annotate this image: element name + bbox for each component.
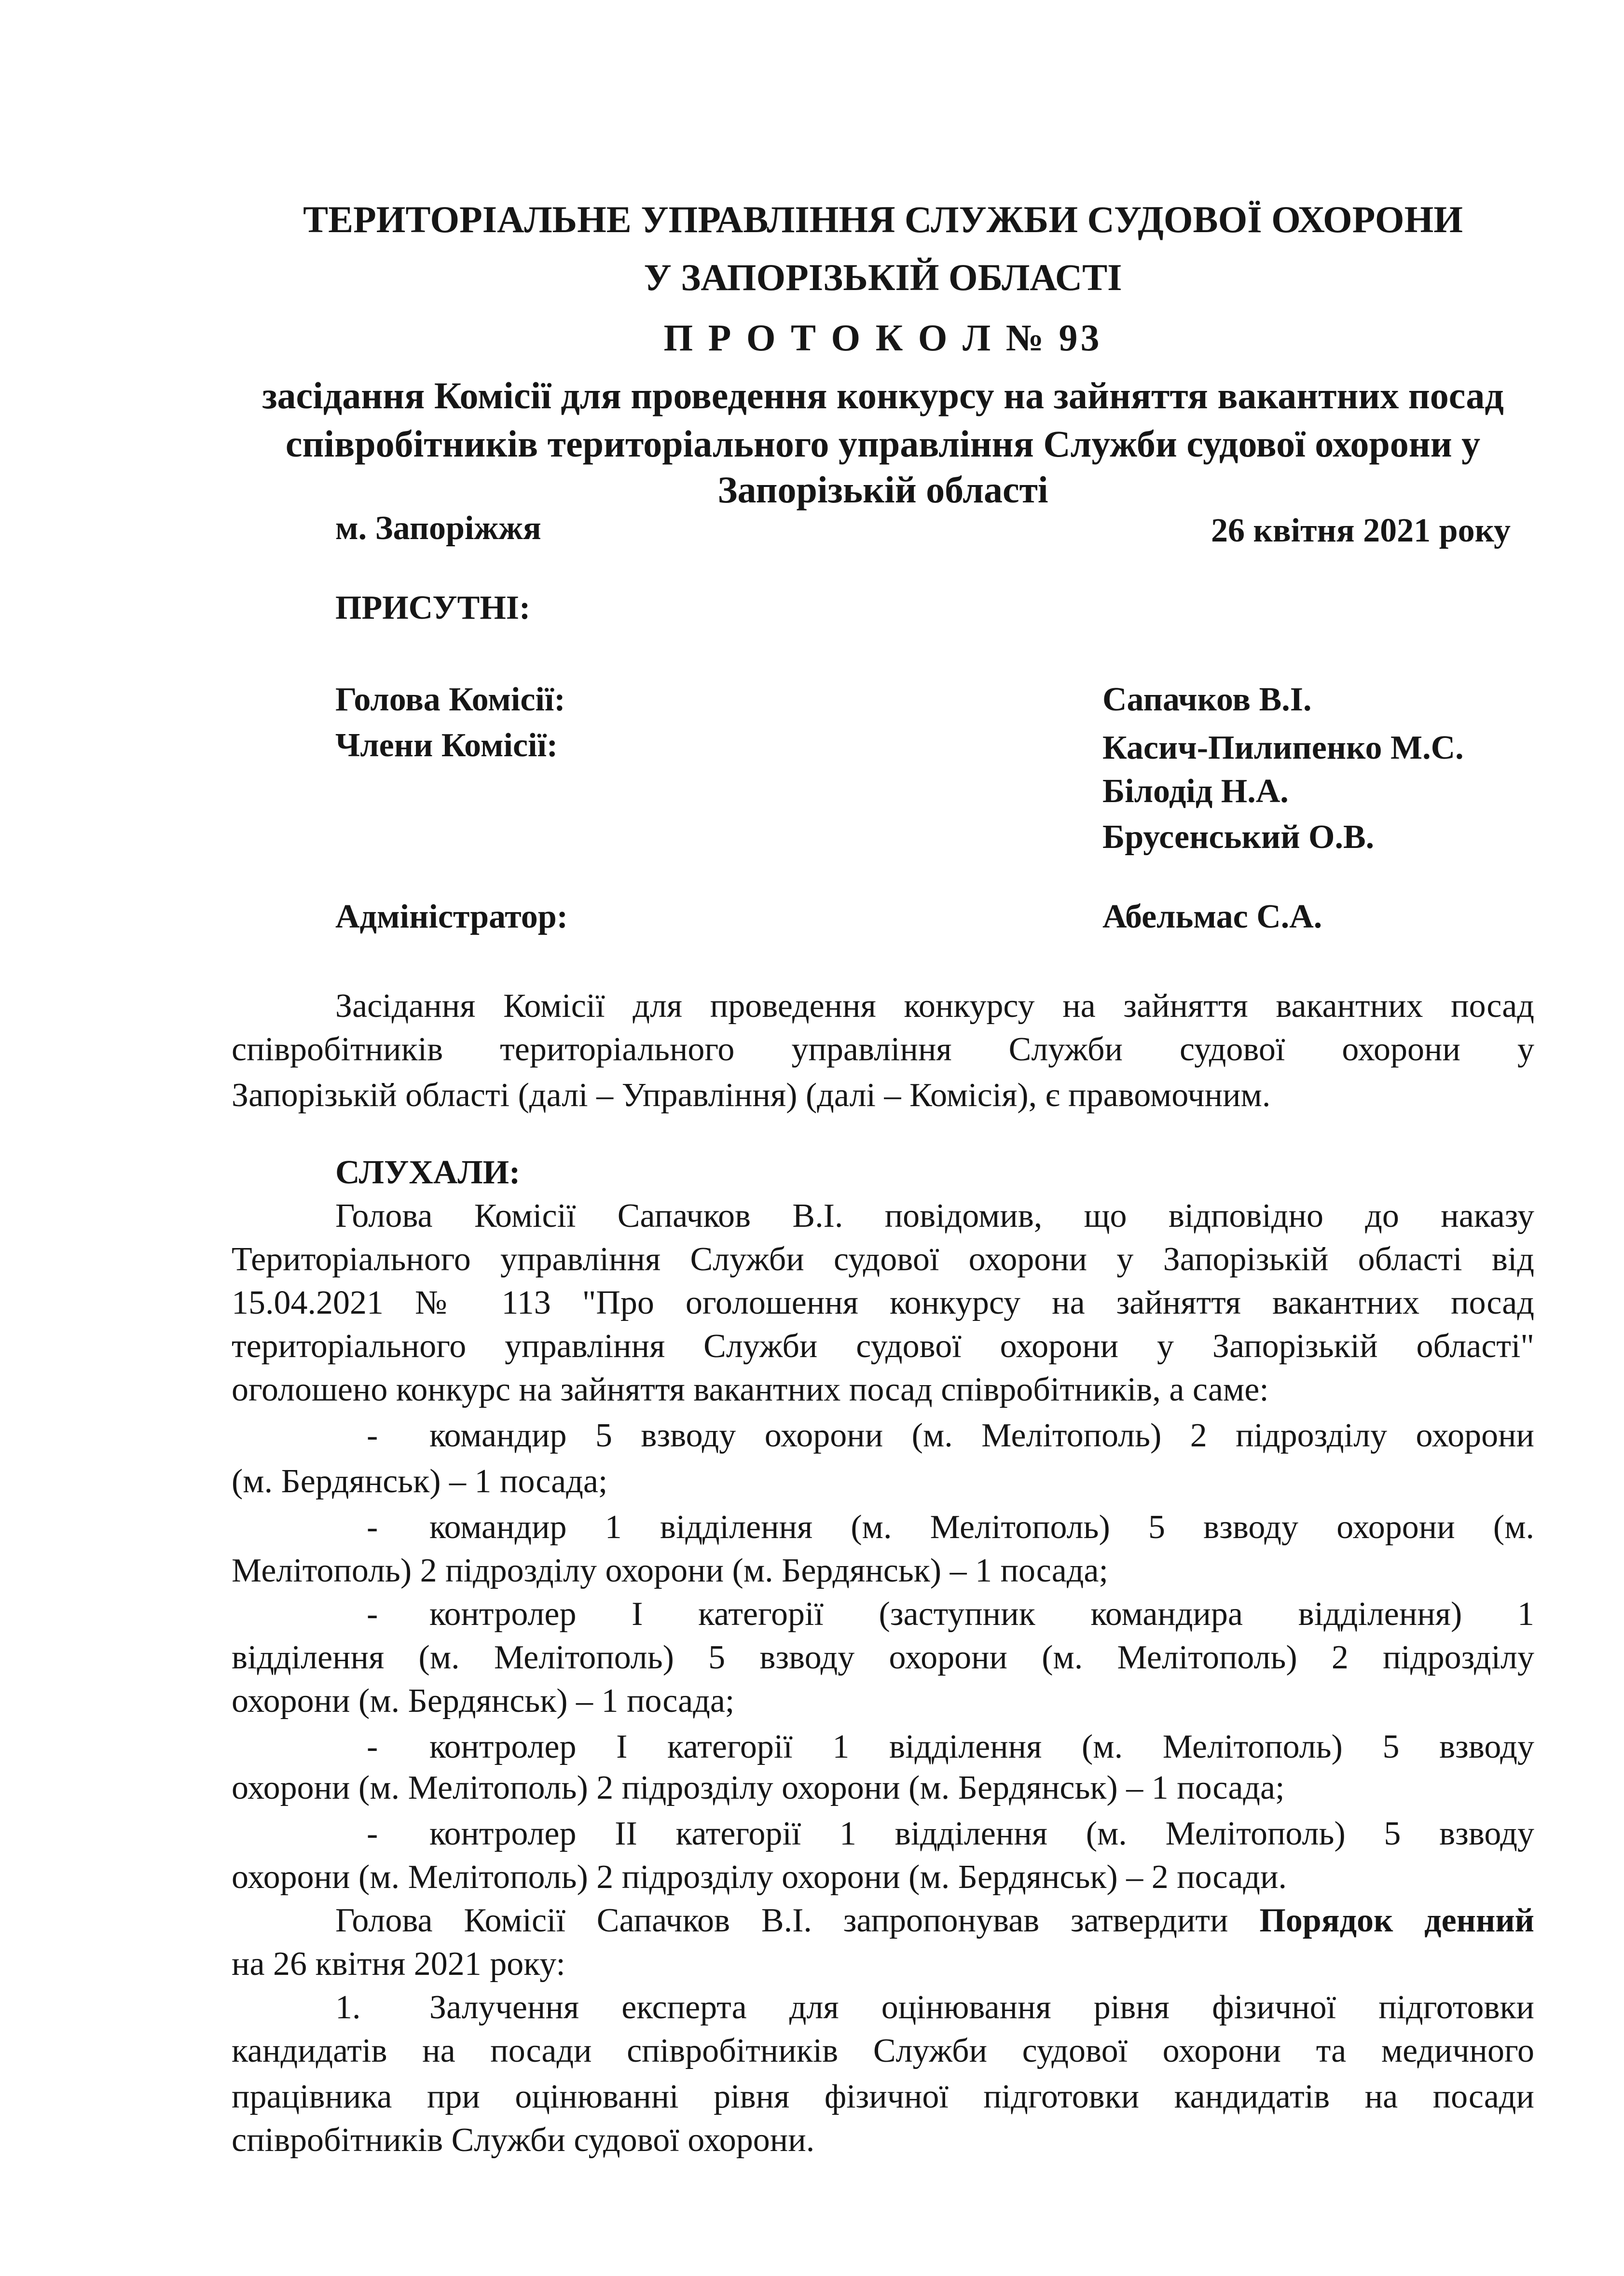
list-dash: -: [367, 1728, 378, 1765]
list-item: контролер II категорії 1 відділення (м. Мелітополь) 5 взводу: [429, 1815, 1534, 1852]
members-label: Члени Комісії:: [335, 727, 558, 764]
agenda-item-line: Залучення експерта для оцінювання рівня фізичної підготовки: [429, 1989, 1534, 2026]
member-name: Брусенський О.В.: [1102, 819, 1375, 856]
heard-paragraph-line: оголошено конкурс на зайняття вакантних посад співробітників, а саме:: [232, 1371, 1269, 1408]
list-dash: -: [367, 1509, 378, 1546]
intro-line: співробітників територіального управління Служби судової охорони у: [232, 1031, 1534, 1068]
list-item: командир 5 взводу охорони (м. Мелітополь) 2 підрозділу охорони: [429, 1417, 1534, 1454]
present-heading: ПРИСУТНІ:: [335, 589, 531, 626]
chair-name: Сапачков В.І.: [1102, 681, 1312, 718]
heard-paragraph-line: територіального управління Служби судової охорони у Запорізькій області": [232, 1328, 1534, 1365]
list-dash: -: [367, 1596, 378, 1633]
list-item-continuation: охорони (м. Мелітополь) 2 підрозділу охорони (м. Бердянськ) – 1 посада;: [232, 1769, 1285, 1806]
heard-heading: СЛУХАЛИ:: [335, 1154, 521, 1191]
agenda-item-line: кандидатів на посади співробітників Служби судової охорони та медичного: [232, 2032, 1534, 2069]
list-item: контролер I категорії (заступник командира відділення) 1: [429, 1596, 1534, 1633]
heard-paragraph-line: 15.04.2021 № 113 "Про оголошення конкурсу на зайняття вакантних посад: [232, 1284, 1534, 1321]
agenda-item-line: співробітників Служби судової охорони.: [232, 2122, 815, 2159]
agenda-date-line: на 26 квітня 2021 року:: [232, 1945, 565, 1983]
list-item-continuation: (м. Бердянськ) – 1 посада;: [232, 1463, 608, 1500]
intro-line: Засідання Комісії для проведення конкурсу на зайняття вакантних посад: [335, 987, 1534, 1025]
agenda-title: Порядок денний: [1259, 1902, 1534, 1939]
list-item-continuation: відділення (м. Мелітополь) 5 взводу охорони (м. Мелітополь) 2 підрозділу: [232, 1639, 1534, 1676]
intro-line: Запорізькій області (далі – Управління) (далі – Комісія), є правомочним.: [232, 1077, 1271, 1114]
chair-label: Голова Комісії:: [335, 681, 565, 718]
subject-line1: засідання Комісії для проведення конкурсу на зайняття вакантних посад: [262, 375, 1504, 416]
list-item: командир 1 відділення (м. Мелітополь) 5 взводу охорони (м.: [429, 1509, 1534, 1546]
subject-line3: Запорізькій області: [717, 469, 1048, 511]
member-name: Касич-Пилипенко М.С.: [1102, 729, 1464, 766]
agenda-proposal-line: [335, 1899, 1534, 1943]
admin-label: Адміністратор:: [335, 898, 568, 935]
subject-line2: співробітників територіального управління Служби судової охорони у: [285, 423, 1481, 465]
list-dash: -: [367, 1815, 378, 1852]
list-item-continuation: охорони (м. Мелітополь) 2 підрозділу охорони (м. Бердянськ) – 2 посади.: [232, 1859, 1287, 1896]
agenda-item-line: працівника при оцінюванні рівня фізичної підготовки кандидатів на посади: [232, 2078, 1534, 2115]
protocol-number: П Р О Т О К О Л № 93: [663, 317, 1102, 359]
org-title-line2: У ЗАПОРІЗЬКІЙ ОБЛАСТІ: [644, 256, 1122, 298]
list-item-continuation: Мелітополь) 2 підрозділу охорони (м. Бердянськ) – 1 посада;: [232, 1552, 1108, 1589]
list-item: контролер I категорії 1 відділення (м. Мелітополь) 5 взводу: [429, 1728, 1534, 1765]
heard-paragraph-line: Голова Комісії Сапачков В.І. повідомив, що відповідно до наказу: [335, 1197, 1534, 1235]
member-name: Білодід Н.А.: [1102, 773, 1289, 810]
agenda-item-number: 1.: [335, 1989, 361, 2026]
admin-name: Абельмас С.А.: [1102, 898, 1322, 935]
list-item-continuation: охорони (м. Бердянськ) – 1 посада;: [232, 1682, 735, 1720]
heard-paragraph-line: Територіального управління Служби судової охорони у Запорізькій області від: [232, 1241, 1534, 1278]
date: 26 квітня 2021 року: [1211, 512, 1511, 549]
agenda-proposal-text: Голова Комісії Сапачков В.І. запропонував затвердити: [335, 1902, 1228, 1939]
org-title-line1: ТЕРИТОРІАЛЬНЕ УПРАВЛІННЯ СЛУЖБИ СУДОВОЇ ОХОРОНИ: [303, 198, 1463, 240]
list-dash: -: [367, 1417, 378, 1454]
place: м. Запоріжжя: [335, 510, 541, 547]
